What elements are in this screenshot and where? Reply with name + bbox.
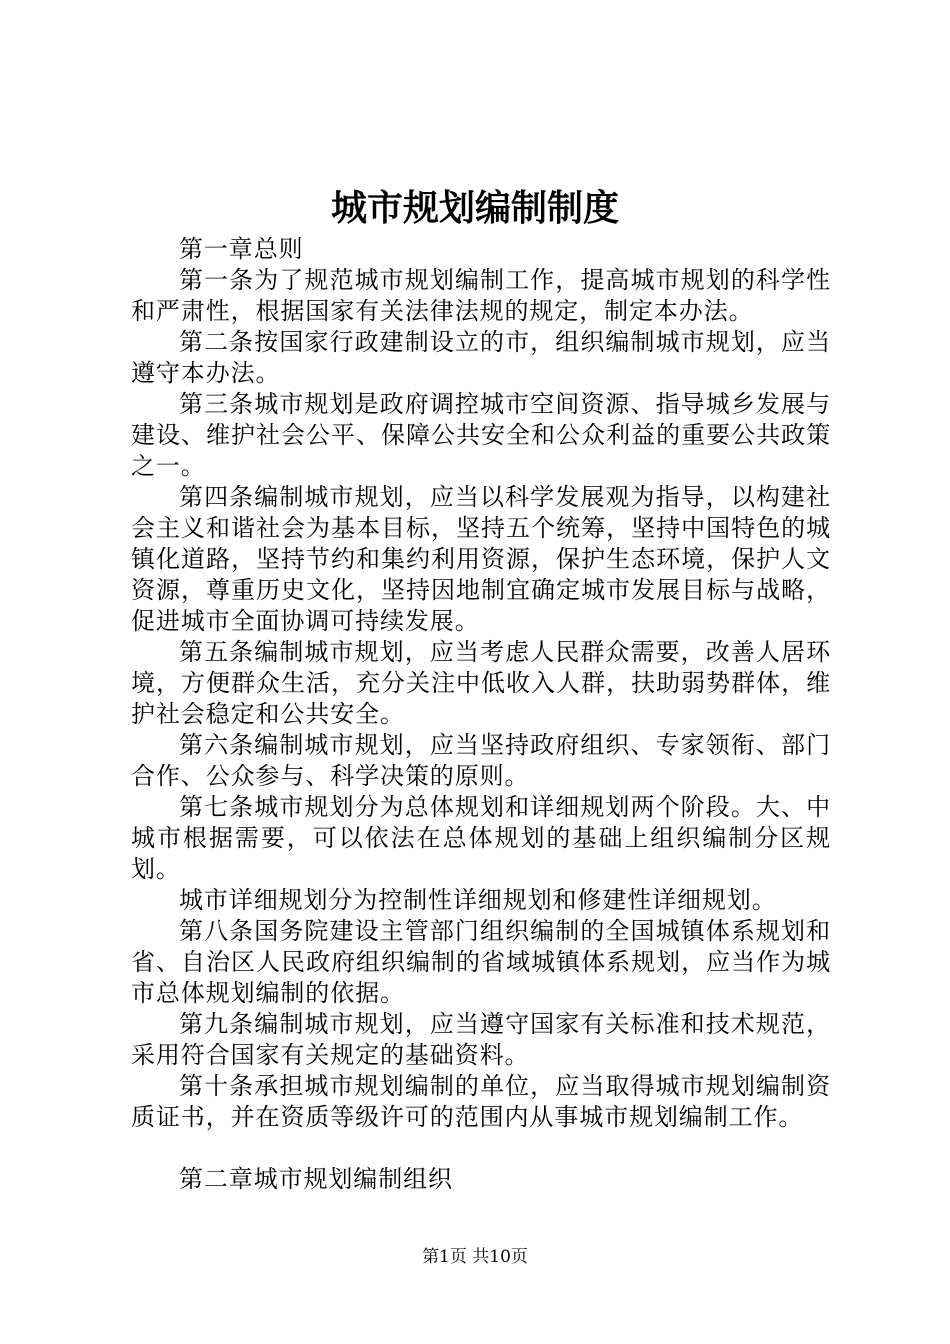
chapter-heading: 第一章总则 [179, 235, 304, 263]
chapter-heading: 第二章城市规划编制组织 [179, 1165, 453, 1193]
page-number-footer: 第1页 共10页 [422, 1247, 528, 1267]
article-paragraph: 第一条为了规范城市规划编制工作，提高城市规划的科学性和严肃性，根据国家有关法律法规的规定，制定本办法。 [131, 266, 831, 325]
article-paragraph: 第四条编制城市规划，应当以科学发展观为指导，以构建社会主义和谐社会为基本目标，坚持五个统筹，坚持中国特色的城镇化道路，坚持节约和集约利用资源，保护生态环境，保护人文资源，尊重历史文化，坚持因地制宜确定城市发展目标与战略，促进城市全面协调可持续发展。 [131, 483, 831, 635]
document-title: 城市规划编制制度 [330, 187, 619, 229]
article-paragraph: 第七条城市规划分为总体规划和详细规划两个阶段。大、中城市根据需要，可以依法在总体规划的基础上组织编制分区规划。 [131, 793, 831, 883]
article-paragraph: 第九条编制城市规划，应当遵守国家有关标准和技术规范，采用符合国家有关规定的基础资料。 [131, 1010, 831, 1069]
article-paragraph: 第二条按国家行政建制设立的市，组织编制城市规划，应当遵守本办法。 [131, 328, 831, 387]
article-paragraph: 第三条城市规划是政府调控城市空间资源、指导城乡发展与建设、维护社会公平、保障公共安全和公众利益的重要公共政策之一。 [131, 390, 831, 480]
article-paragraph: 第十条承担城市规划编制的单位，应当取得城市规划编制资质证书，并在资质等级许可的范围内从事城市规划编制工作。 [131, 1072, 831, 1131]
document-body [131, 234, 831, 1195]
article-paragraph: 第五条编制城市规划，应当考虑人民群众需要，改善人居环境，方便群众生活，充分关注中低收入人群，扶助弱势群体，维护社会稳定和公共安全。 [131, 638, 831, 728]
article-paragraph: 第八条国务院建设主管部门组织编制的全国城镇体系规划和省、自治区人民政府组织编制的省域城镇体系规划，应当作为城市总体规划编制的依据。 [131, 917, 831, 1007]
article-paragraph: 城市详细规划分为控制性详细规划和修建性详细规划。 [179, 886, 777, 914]
article-paragraph: 第六条编制城市规划，应当坚持政府组织、专家领衔、部门合作、公众参与、科学决策的原则。 [131, 731, 831, 790]
